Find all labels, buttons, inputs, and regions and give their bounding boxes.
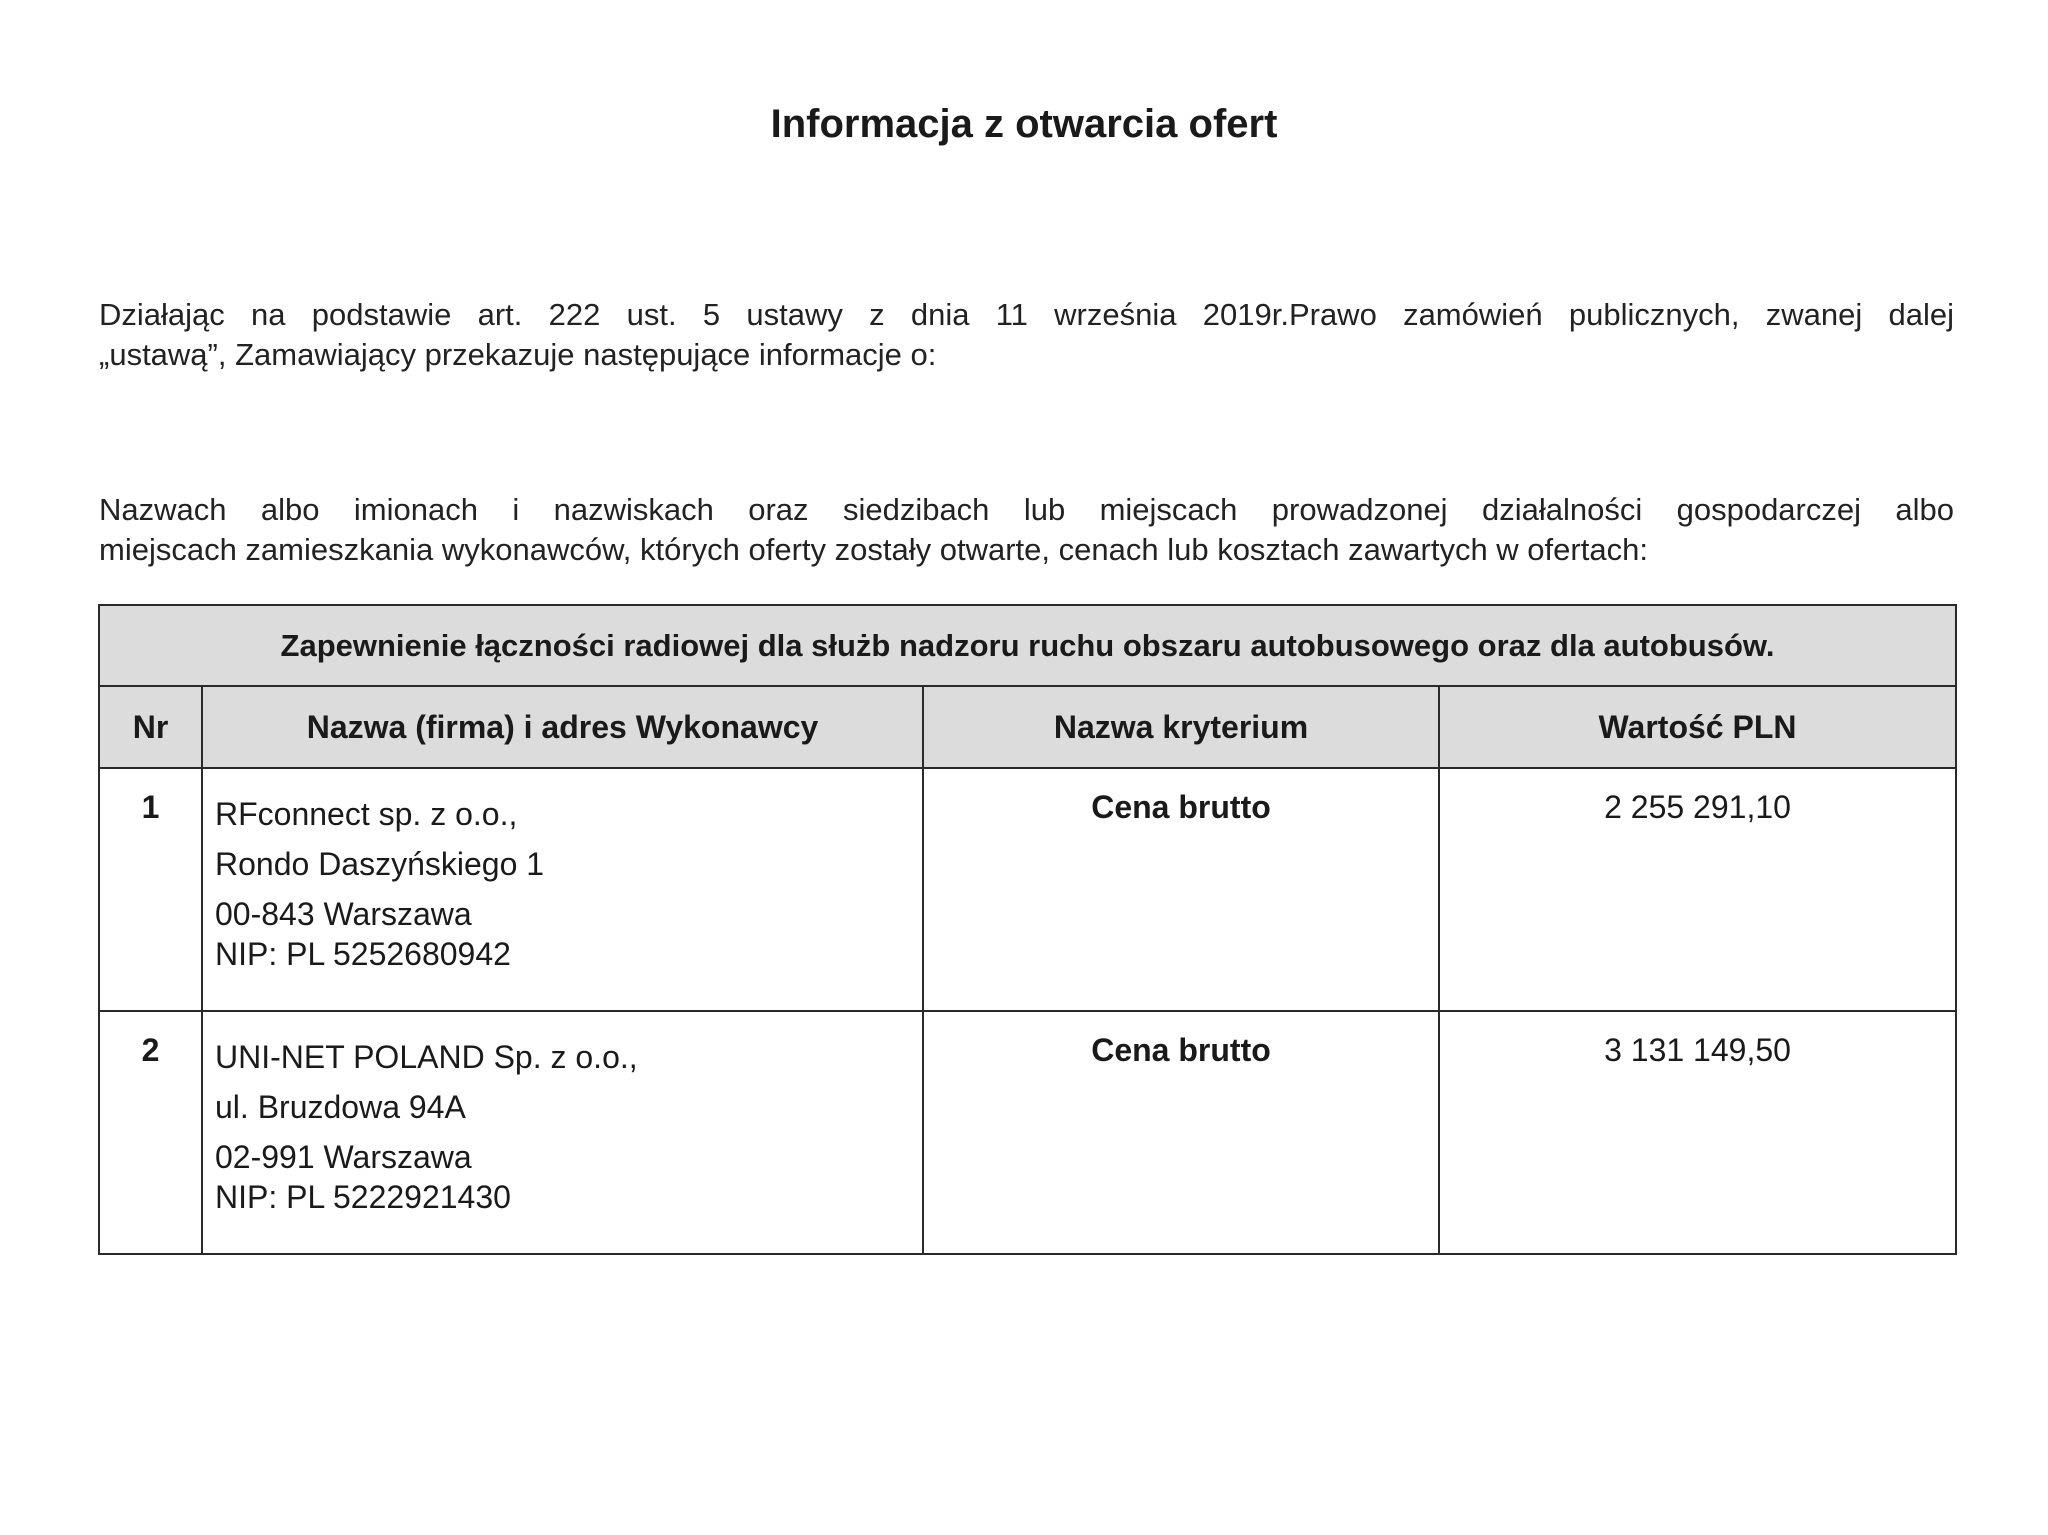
contractor-nip: NIP: PL 5222921430 (215, 1179, 511, 1215)
header-nr: Nr (99, 686, 202, 768)
contractor-city: 00-843 Warszawa (215, 896, 472, 932)
contractor-cell (202, 1011, 923, 1254)
table-caption-row (99, 605, 1956, 686)
contractor-city: 02-991 Warszawa (215, 1139, 472, 1175)
row-nr: 1 (99, 768, 202, 1011)
intro-paragraph-line: „ustawą”, Zamawiający przekazuje następujące informacje o: (99, 337, 937, 372)
scope-paragraph (99, 490, 1954, 570)
contractor-cell (202, 768, 923, 1011)
document-title: Informacja z otwarcia ofert (770, 102, 1278, 146)
table-header-row (99, 686, 1956, 768)
row-nr: 2 (99, 1011, 202, 1254)
table-row (99, 1011, 1956, 1254)
value-cell: 3 131 149,50 (1439, 1011, 1956, 1254)
criterion-cell: Cena brutto (923, 1011, 1439, 1254)
header-contractor: Nazwa (firma) i adres Wykonawcy (202, 686, 923, 768)
table-caption: Zapewnienie łączności radiowej dla służb nadzoru ruchu obszaru autobusowego oraz dla autobusów. (99, 605, 1956, 686)
header-value: Wartość PLN (1439, 686, 1956, 768)
intro-paragraph-line: Działając na podstawie art. 222 ust. 5 ustawy z dnia 11 września 2019r.Prawo zamówień publicznych, zwanej dalej (99, 297, 1954, 332)
contractor-company: UNI-NET POLAND Sp. z o.o., (215, 1039, 638, 1075)
contractor-street: ul. Bruzdowa 94A (215, 1089, 466, 1125)
intro-paragraph (99, 295, 1954, 375)
offers-table (98, 604, 1957, 1255)
scope-paragraph-line: Nazwach albo imionach i nazwiskach oraz siedzibach lub miejscach prowadzonej działalności gospodarczej albo (99, 492, 1954, 527)
contractor-nip: NIP: PL 5252680942 (215, 936, 511, 972)
header-criterion: Nazwa kryterium (923, 686, 1439, 768)
scope-paragraph-line: miejscach zamieszkania wykonawców, których oferty zostały otwarte, cenach lub kosztach zawartych w ofertach: (99, 532, 1648, 567)
value-cell: 2 255 291,10 (1439, 768, 1956, 1011)
contractor-street: Rondo Daszyńskiego 1 (215, 846, 545, 882)
contractor-company: RFconnect sp. z o.o., (215, 796, 518, 832)
table-row (99, 768, 1956, 1011)
criterion-cell: Cena brutto (923, 768, 1439, 1011)
